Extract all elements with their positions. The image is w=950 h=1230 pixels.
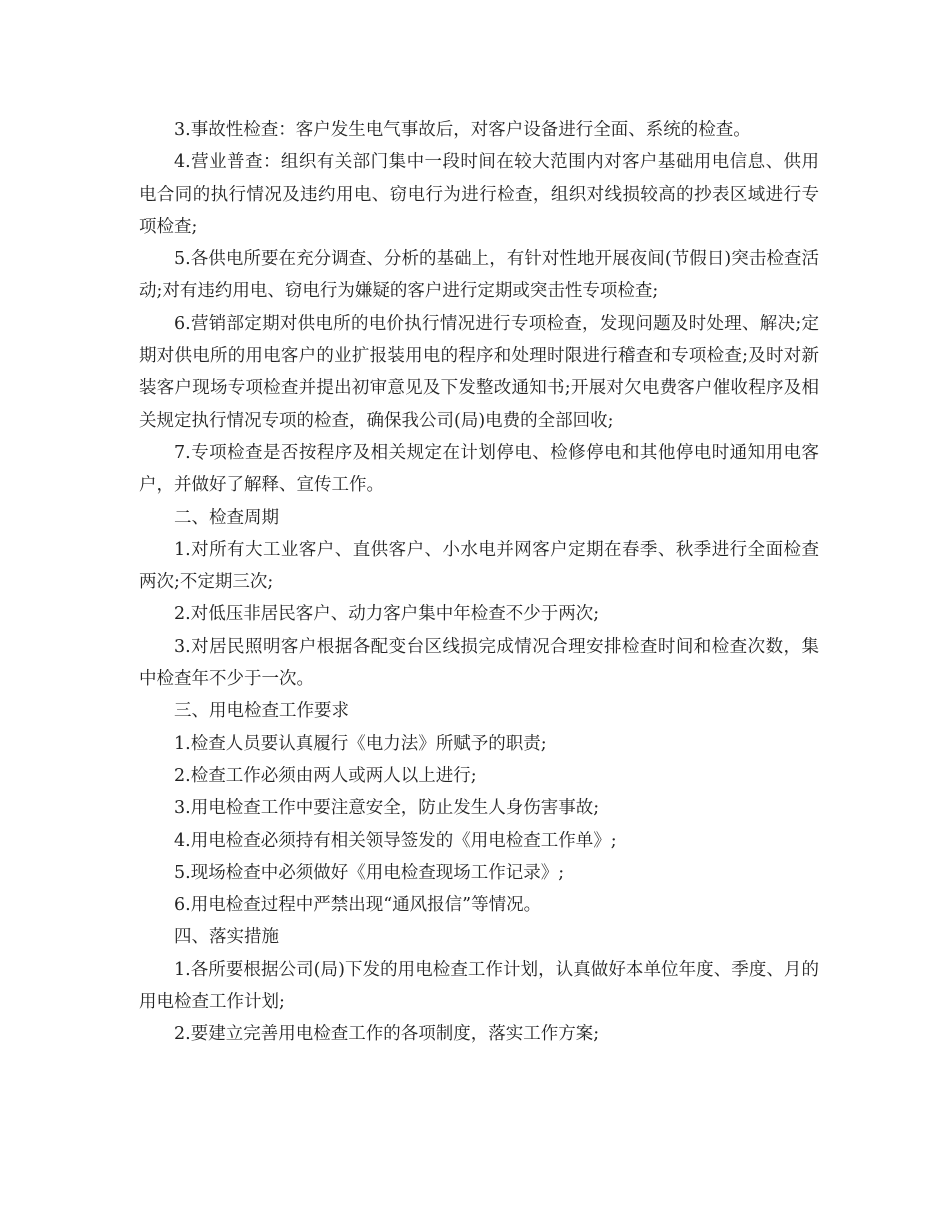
paragraph-cycle-item-2: 2.对低压非居民客户、动力客户集中年检查不少于两次; xyxy=(174,604,600,625)
paragraph-accident-inspection: 3.事故性检查：客户发生电气事故后，对客户设备进行全面、系统的检查。 xyxy=(174,120,751,140)
section-heading-work-requirements: 三、用电检查工作要求 xyxy=(174,701,349,722)
paragraph-implementation-1: 1.各所要根据公司(局)下发的用电检查工作计划，认真做好本单位年度、季度、月的用电检查工作计划; xyxy=(139,959,819,1013)
paragraph-cycle-item-3: 3.对居民照明客户根据各配变台区线损完成情况合理安排检查时间和检查次数，集中检查年不少于一次。 xyxy=(139,636,819,690)
document-body xyxy=(139,114,819,1051)
paragraph-requirement-1: 1.检查人员要认真履行《电力法》所赋予的职责; xyxy=(174,733,547,754)
paragraph-requirement-4: 4.用电检查必须持有相关领导签发的《用电检查工作单》; xyxy=(174,830,617,851)
section-heading-implementation: 四、落实措施 xyxy=(174,927,279,948)
paragraph-requirement-5: 5.现场检查中必须做好《用电检查现场工作记录》; xyxy=(174,862,565,883)
paragraph-outage-notice: 7.专项检查是否按程序及相关规定在计划停电、检修停电和其他停电时通知用电客户，并做好了解释、宣传工作。 xyxy=(139,442,819,496)
section-heading-inspection-cycle: 二、检查周期 xyxy=(174,507,279,528)
paragraph-requirement-2: 2.检查工作必须由两人或两人以上进行; xyxy=(174,765,477,786)
paragraph-requirement-3: 3.用电检查工作中要注意安全，防止发生人身伤害事故; xyxy=(174,798,600,819)
paragraph-requirement-6: 6.用电检查过程中严禁出现“通风报信”等情况。 xyxy=(174,895,542,916)
paragraph-business-census: 4.营业普查：组织有关部门集中一段时间在较大范围内对客户基础用电信息、供用电合同的执行情况及违约用电、窃电行为进行检查，组织对线损较高的抄表区域进行专项检查; xyxy=(139,152,819,237)
paragraph-cycle-item-1: 1.对所有大工业客户、直供客户、小水电并网客户定期在春季、秋季进行全面检查两次;不定期三次; xyxy=(139,539,819,593)
paragraph-marketing-inspection: 6.营销部定期对供电所的电价执行情况进行专项检查，发现问题及时处理、解决;定期对供电所的用电客户的业扩报装用电的程序和处理时限进行稽查和专项检查;及时对新装客户现场专项检查并提出初审意见及下发整改通知书;开展对欠电费客户催收程序及相关规定执行情况专项的检查，确保我公司(局)电费的全部回收; xyxy=(139,313,819,431)
paragraph-surprise-inspection: 5.各供电所要在充分调查、分析的基础上，有针对性地开展夜间(节假日)突击检查活动;对有违约用电、窃电行为嫌疑的客户进行定期或突击性专项检查; xyxy=(139,249,819,302)
paragraph-implementation-2: 2.要建立完善用电检查工作的各项制度，落实工作方案; xyxy=(174,1024,600,1045)
